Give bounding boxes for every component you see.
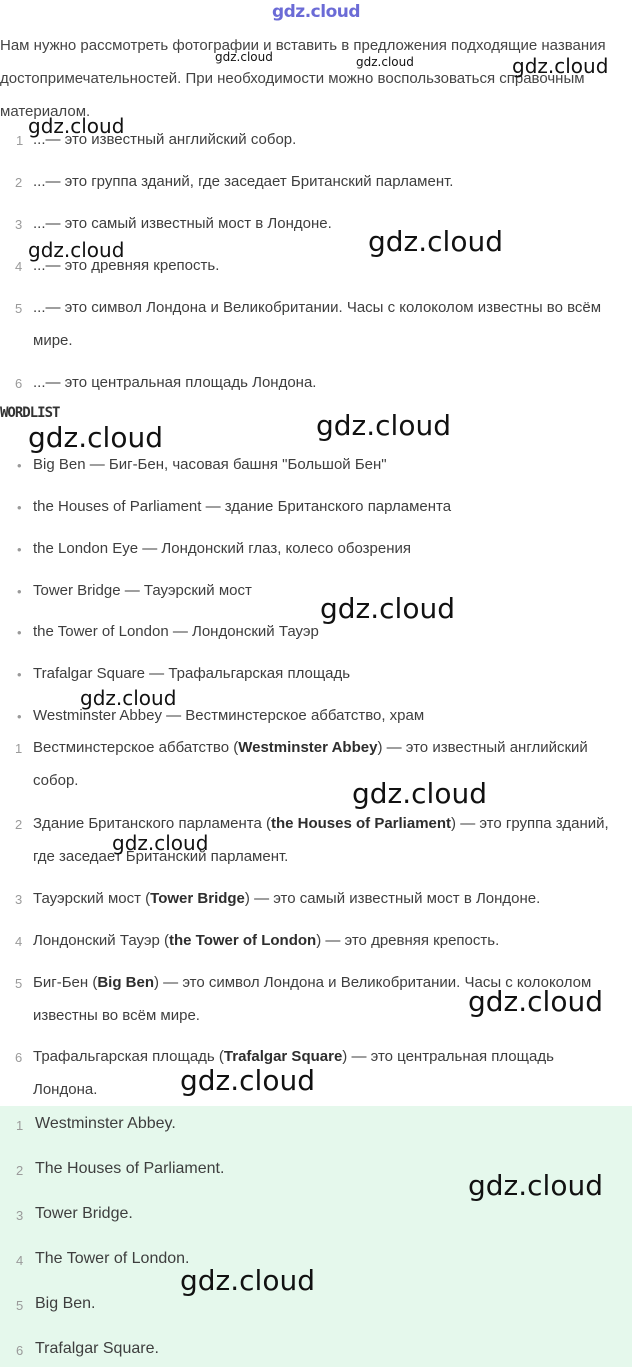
answer-text: Вестминстерское аббатство (Westminster Abbey) — это известный английский собор. bbox=[33, 739, 588, 789]
watermark: gdz.cloud bbox=[180, 1264, 315, 1297]
answer-text: Биг-Бен (Big Ben) — это символ Лондона и Великобритании. Часы с колоколом известны во всём мире. bbox=[33, 974, 592, 1024]
final-answer-text: The Tower of London. bbox=[35, 1250, 190, 1267]
wordlist-item: Tower Bridge — Тауэрский мост bbox=[33, 582, 252, 599]
task-intro: Нам нужно рассмотреть фотографии и вставить в предложения подходящие названия достопримечательностей. При необходимости можно воспользоваться справочным материалом. bbox=[0, 37, 606, 120]
final-answer-number: 5 bbox=[16, 1298, 24, 1313]
question-number: 3 bbox=[15, 217, 23, 232]
bullet-icon: • bbox=[17, 458, 22, 473]
question-text: ...— это символ Лондона и Великобритании. Часы с колоколом известны во всём мире. bbox=[33, 299, 602, 349]
final-answer-number: 3 bbox=[16, 1208, 24, 1223]
answer-text: Здание Британского парламента (the Houses of Parliament) — это группа зданий, где заседает Британский парламент. bbox=[33, 815, 609, 865]
answer-text: Тауэрский мост (Tower Bridge) — это самый известный мост в Лондоне. bbox=[33, 890, 541, 907]
watermark: gdz.cloud bbox=[352, 777, 487, 810]
final-answer-text: The Houses of Parliament. bbox=[35, 1160, 225, 1177]
watermark: gdz.cloud bbox=[468, 985, 603, 1018]
watermark: gdz.cloud bbox=[512, 54, 609, 78]
watermark: gdz.cloud bbox=[28, 238, 125, 262]
wordlist-item: Big Ben — Биг-Бен, часовая башня "Большой Бен" bbox=[33, 456, 387, 473]
bullet-icon: • bbox=[17, 542, 22, 557]
watermark: gdz.cloud bbox=[28, 114, 125, 138]
question-number: 4 bbox=[15, 259, 23, 274]
answer-number: 2 bbox=[15, 817, 23, 832]
answer-term: Tower Bridge bbox=[150, 890, 245, 907]
final-answer-text: Big Ben. bbox=[35, 1295, 96, 1312]
watermark: gdz.cloud bbox=[368, 225, 503, 258]
watermark: gdz.cloud bbox=[468, 1169, 603, 1202]
question-number: 5 bbox=[15, 301, 23, 316]
bullet-icon: • bbox=[17, 584, 22, 599]
question-number: 1 bbox=[16, 133, 24, 148]
wordlist-item: the Houses of Parliament — здание Британского парламента bbox=[33, 498, 452, 515]
watermark: gdz.cloud bbox=[320, 592, 455, 625]
wordlist-item: Westminster Abbey — Вестминстерское аббатство, храм bbox=[33, 707, 425, 724]
question-number: 2 bbox=[15, 175, 23, 190]
answer-number: 5 bbox=[15, 976, 23, 991]
answer-term: the Tower of London bbox=[169, 932, 317, 949]
wordlist-title: WORDLIST bbox=[0, 405, 60, 421]
final-answer-box bbox=[0, 1106, 632, 1367]
answer-term: Big Ben bbox=[97, 974, 154, 991]
final-answer-number: 1 bbox=[16, 1118, 24, 1133]
final-answer-number: 4 bbox=[16, 1253, 24, 1268]
watermark: gdz.cloud bbox=[180, 1064, 315, 1097]
answer-number: 1 bbox=[15, 741, 23, 756]
question-text: ...— это известный английский собор. bbox=[33, 131, 297, 148]
site-logo[interactable]: gdz.cloud bbox=[271, 2, 361, 22]
watermark: gdz.cloud bbox=[80, 686, 177, 710]
bullet-icon: • bbox=[17, 500, 22, 515]
question-text: ...— это самый известный мост в Лондоне. bbox=[33, 215, 332, 232]
watermark: gdz.cloud bbox=[28, 421, 163, 454]
watermark: gdz.cloud bbox=[316, 409, 451, 442]
question-text: ...— это группа зданий, где заседает Британский парламент. bbox=[33, 173, 454, 190]
final-answer-text: Westminster Abbey. bbox=[35, 1115, 176, 1132]
answer-text: Трафальгарская площадь (Trafalgar Square) — это центральная площадь Лондона. bbox=[33, 1048, 554, 1098]
answer-term: Westminster Abbey bbox=[238, 739, 378, 756]
final-answer-text: Trafalgar Square. bbox=[35, 1340, 159, 1357]
bullet-icon: • bbox=[17, 625, 22, 640]
question-text: ...— это древняя крепость. bbox=[33, 257, 220, 274]
watermark: gdz.cloud bbox=[356, 55, 414, 69]
watermark: gdz.cloud bbox=[112, 831, 209, 855]
wordlist-item: Trafalgar Square — Трафальгарская площадь bbox=[33, 665, 351, 682]
watermark: gdz.cloud bbox=[215, 50, 273, 64]
final-answer-number: 6 bbox=[16, 1343, 24, 1358]
answer-number: 4 bbox=[15, 934, 23, 949]
final-answer-text: Tower Bridge. bbox=[35, 1205, 133, 1222]
wordlist-item: the London Eye — Лондонский глаз, колесо обозрения bbox=[33, 540, 412, 557]
bullet-icon: • bbox=[17, 667, 22, 682]
answer-number: 6 bbox=[15, 1050, 23, 1065]
final-answer-number: 2 bbox=[16, 1163, 24, 1178]
answer-text: Лондонский Тауэр (the Tower of London) — это древняя крепость. bbox=[33, 932, 500, 949]
answer-term: Trafalgar Square bbox=[223, 1048, 343, 1065]
bullet-icon: • bbox=[17, 709, 22, 724]
answer-number: 3 bbox=[15, 892, 23, 907]
question-number: 6 bbox=[15, 376, 23, 391]
wordlist-item: the Tower of London — Лондонский Тауэр bbox=[33, 623, 319, 640]
answer-term: the Houses of Parliament bbox=[270, 815, 452, 832]
question-text: ...— это центральная площадь Лондона. bbox=[33, 374, 317, 391]
